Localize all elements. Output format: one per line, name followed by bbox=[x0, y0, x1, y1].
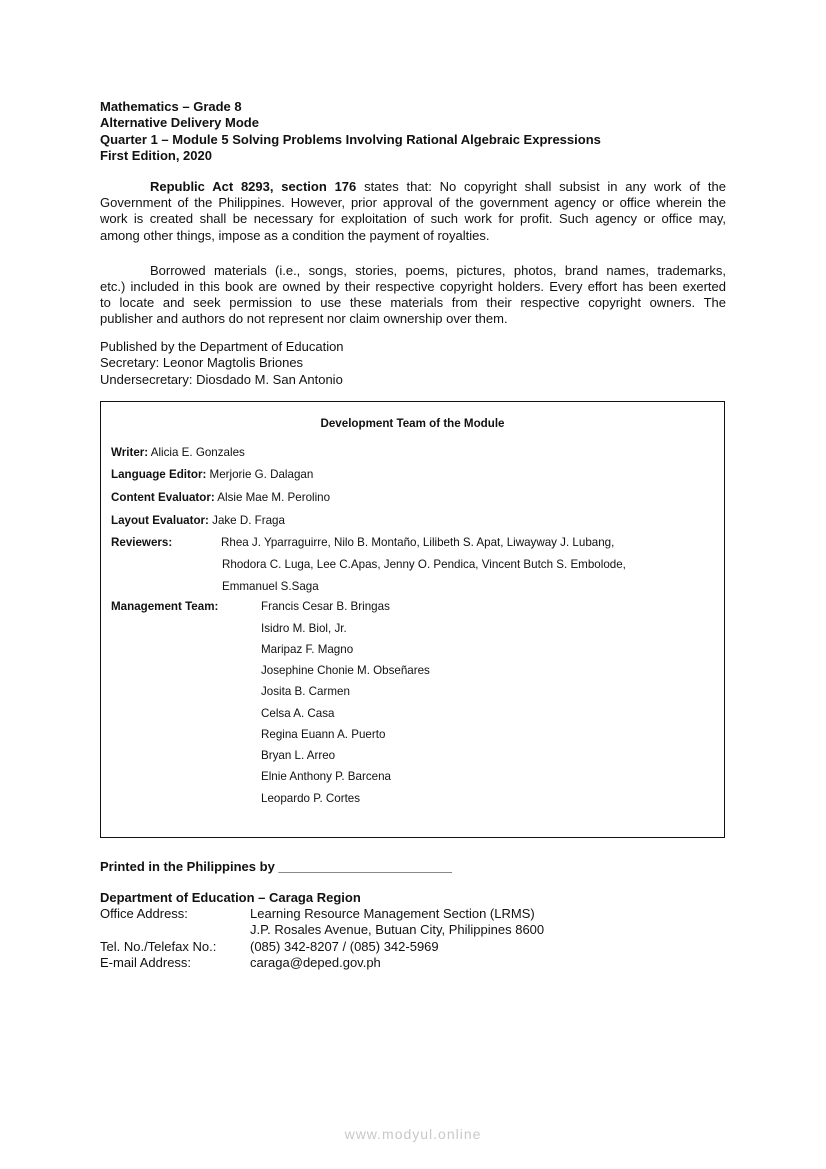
borrowed-line: etc.) included in this book are owned by their respective copyright holders. Every effort has been exerted bbox=[100, 279, 726, 294]
edition-heading: First Edition, 2020 bbox=[100, 148, 212, 163]
email-label: E-mail Address: bbox=[100, 955, 192, 970]
content-evaluator-row: Content Evaluator: Alsie Mae M. Perolino bbox=[111, 491, 331, 504]
deped-region: Department of Education – Caraga Region bbox=[100, 890, 361, 905]
undersecretary: Undersecretary: Diosdado M. San Antonio bbox=[100, 372, 343, 387]
management-member: Celsa A. Casa bbox=[261, 707, 335, 720]
management-member: Bryan L. Arreo bbox=[261, 749, 336, 762]
subject-heading: Mathematics – Grade 8 bbox=[100, 99, 242, 114]
office-label: Office Address: bbox=[100, 906, 188, 921]
management-member: Elnie Anthony P. Barcena bbox=[261, 770, 391, 783]
development-team-box bbox=[100, 401, 725, 838]
writer-row: Writer: Alicia E. Gonzales bbox=[111, 446, 245, 459]
reviewers-line: Rhea J. Yparraguirre, Nilo B. Montaño, Lilibeth S. Apat, Liwayway J. Lubang, bbox=[221, 536, 615, 549]
borrowed-line: to locate and seek permission to use these materials from their respective copyright owners. The bbox=[100, 295, 726, 310]
mode-heading: Alternative Delivery Mode bbox=[100, 115, 259, 130]
borrowed-line: publisher and authors do not represent nor claim ownership over them. bbox=[100, 311, 508, 326]
tel-label: Tel. No./Telefax No.: bbox=[100, 939, 217, 954]
printed-by: Printed in the Philippines by ________________________ bbox=[100, 859, 452, 874]
tel-value: (085) 342-8207 / (085) 342-5969 bbox=[250, 939, 439, 954]
reviewers-label: Reviewers: bbox=[111, 536, 173, 549]
published-by: Published by the Department of Education bbox=[100, 339, 344, 354]
layout-evaluator-row: Layout Evaluator: Jake D. Fraga bbox=[111, 514, 285, 527]
email-value: caraga@deped.gov.ph bbox=[250, 955, 381, 970]
copyright-line: among other things, impose as a condition the payment of royalties. bbox=[100, 228, 490, 243]
copyright-line: Republic Act 8293, section 176 states that: No copyright shall subsist in any work of the bbox=[150, 179, 726, 194]
management-member: Isidro M. Biol, Jr. bbox=[261, 622, 347, 635]
management-member: Maripaz F. Magno bbox=[261, 643, 354, 656]
office-address-2: J.P. Rosales Avenue, Butuan City, Philippines 8600 bbox=[250, 922, 545, 937]
ra-citation: Republic Act 8293, section 176 bbox=[150, 179, 357, 194]
copyright-line: work is created shall be necessary for exploitation of such work for profit. Such agency or office may, bbox=[100, 211, 726, 226]
reviewers-line: Rhodora C. Luga, Lee C.Apas, Jenny O. Pendica, Vincent Butch S. Embolode, bbox=[222, 558, 626, 571]
management-member: Josita B. Carmen bbox=[261, 685, 350, 698]
secretary: Secretary: Leonor Magtolis Briones bbox=[100, 355, 304, 370]
module-heading: Quarter 1 – Module 5 Solving Problems Involving Rational Algebraic Expressions bbox=[100, 132, 601, 147]
team-title: Development Team of the Module bbox=[320, 417, 505, 430]
language-editor-row: Language Editor: Merjorie G. Dalagan bbox=[111, 468, 314, 481]
management-label: Management Team: bbox=[111, 600, 219, 613]
watermark: www.modyul.online bbox=[344, 1126, 482, 1142]
reviewers-line: Emmanuel S.Saga bbox=[222, 580, 319, 593]
copyright-line: Government of the Philippines. However, prior approval of the government agency or office wherein the bbox=[100, 195, 726, 210]
borrowed-line: Borrowed materials (i.e., songs, stories, poems, pictures, photos, brand names, trademarks, bbox=[150, 263, 726, 278]
management-member: Francis Cesar B. Bringas bbox=[261, 600, 390, 613]
management-member: Regina Euann A. Puerto bbox=[261, 728, 386, 741]
management-member: Josephine Chonie M. Obseñares bbox=[261, 664, 430, 677]
office-address-1: Learning Resource Management Section (LRMS) bbox=[250, 906, 535, 921]
management-member: Leopardo P. Cortes bbox=[261, 792, 361, 805]
